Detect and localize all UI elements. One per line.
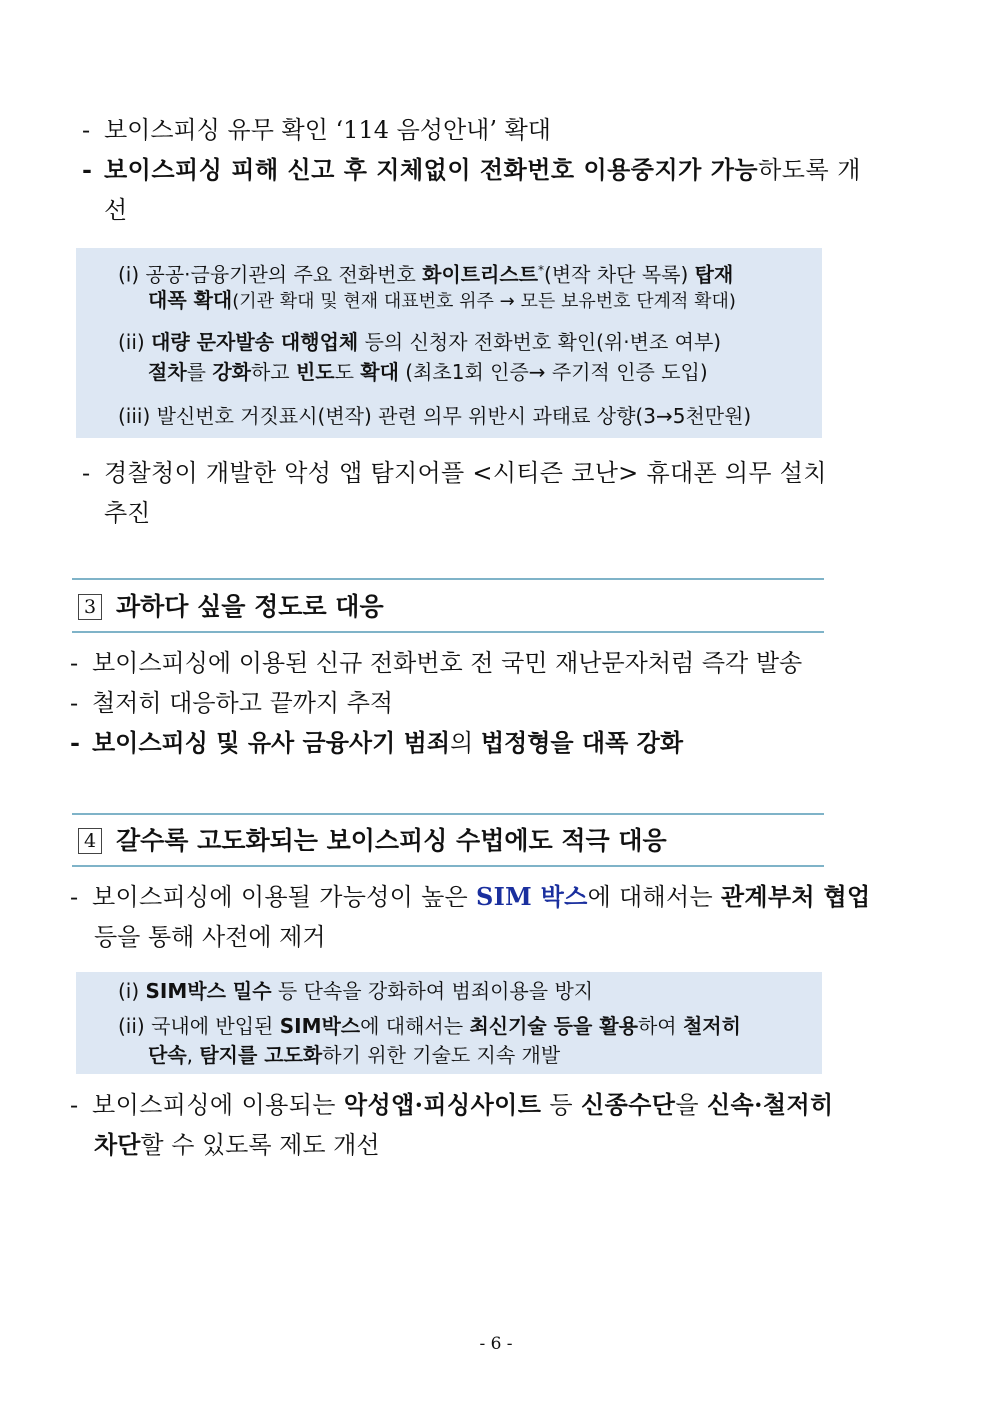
section-number-box: 4 — [78, 828, 102, 854]
box-item-i: (i) SIM박스 밀수 등 단속을 강화하여 범죄이용을 방지 — [118, 979, 594, 1003]
section-divider-bottom — [72, 631, 824, 633]
bullet-penalty-increase: - 보이스피싱 및 유사 금융사기 범죄의 법정형을 대폭 강화 — [70, 726, 683, 760]
bullet-citizen-conan-cont: 추진 — [104, 499, 151, 527]
section-title: 갈수록 고도화되는 보이스피싱 수법에도 적극 대응 — [116, 826, 667, 855]
box-item-iii: (iii) 발신번호 거짓표시(변작) 관련 의무 위반시 과태료 상향(3→5천만원) — [118, 404, 752, 428]
bullet-dash: - — [70, 883, 79, 911]
section-number-box: 3 — [78, 594, 102, 620]
section-divider-top — [72, 578, 824, 580]
bullet-dash: - — [82, 116, 91, 144]
bullet-malicious-app-cont: 차단할 수 있도록 제도 개선 — [94, 1130, 380, 1159]
box-item-ii: (ii) 국내에 반입된 SIM박스에 대해서는 최신기술 등을 활용하여 철저히 — [118, 1014, 741, 1038]
box-item-ii: (ii) 대량 문자발송 대행업체 등의 신청자 전화번호 확인(위·변조 여부) — [118, 330, 722, 354]
bullet-disaster-text: - 보이스피싱에 이용된 신규 전화번호 전 국민 재난문자처럼 즉각 발송 — [70, 646, 802, 680]
section-3-heading — [78, 590, 384, 624]
bullet-sim-box-cont: 등을 통해 사전에 제거 — [94, 923, 326, 951]
section-divider-top — [72, 813, 824, 815]
bullet-114-guidance: - 보이스피싱 유무 확인 ‘114 음성안내’ 확대 — [82, 113, 551, 147]
section-title: 과하다 싶을 정도로 대응 — [116, 592, 384, 621]
bullet-dash: - — [82, 459, 91, 487]
box-item-ii-cont: 절차를 강화하고 빈도도 확대 (최초1회 인증→ 주기적 인증 도입) — [148, 360, 708, 384]
bullet-dash: - — [70, 728, 80, 757]
bullet-dash: - — [82, 155, 93, 184]
bullet-sim-box: - 보이스피싱에 이용될 가능성이 높은 SIM 박스에 대해서는 관계부처 협업 — [70, 880, 870, 914]
section-4-heading — [78, 824, 667, 858]
bullet-dash: - — [70, 1091, 79, 1119]
bullet-malicious-app: - 보이스피싱에 이용되는 악성앱·피싱사이트 등 신종수단을 신속·철저히 — [70, 1088, 834, 1122]
bullet-citizen-conan: - 경찰청이 개발한 악성 앱 탐지어플 <시티즌 코난> 휴대폰 의무 설치 — [82, 456, 827, 490]
box-item-i: (i) 공공·금융기관의 주요 전화번호 화이트리스트*(변작 차단 목록) 탑재 — [118, 262, 734, 287]
page-number: - 6 - — [479, 1334, 513, 1354]
bullet-number-suspension: - 보이스피싱 피해 신고 후 지체없이 전화번호 이용중지가 가능하도록 개 — [82, 153, 861, 187]
box-item-ii-cont: 단속, 탐지를 고도화하기 위한 기술도 지속 개발 — [148, 1043, 561, 1067]
bullet-thorough-tracking: - 철저히 대응하고 끝까지 추적 — [70, 686, 393, 720]
bullet-number-suspension-cont: 선 — [104, 196, 128, 224]
bullet-dash: - — [70, 689, 79, 717]
section-divider-bottom — [72, 865, 824, 867]
bullet-dash: - — [70, 649, 79, 677]
box-item-i-cont: 대폭 확대(기관 확대 및 현재 대표번호 위주 → 모든 보유번호 단계적 확대) — [148, 288, 736, 312]
